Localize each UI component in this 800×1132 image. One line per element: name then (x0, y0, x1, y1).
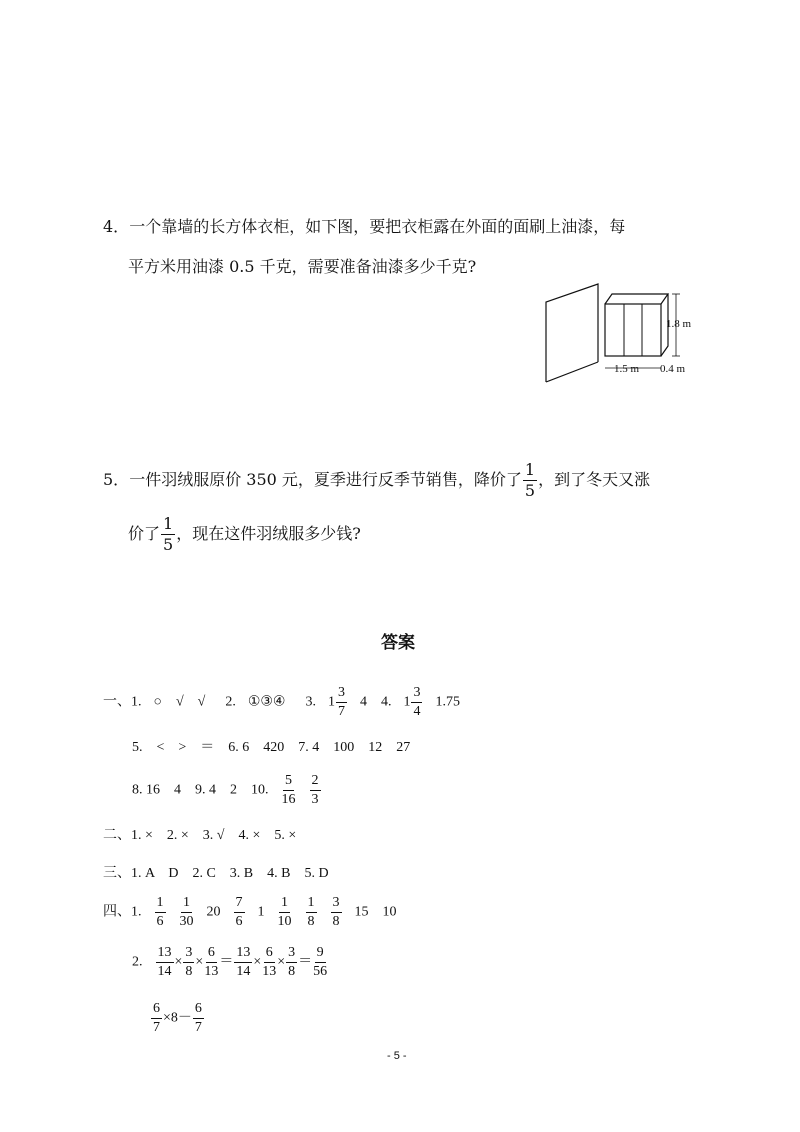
question-5-text-1a: 一件羽绒服原价 350 元，夏季进行反季节销售，降价了 (129, 470, 522, 489)
question-5-text-2a: 价了 (128, 524, 161, 543)
question-4-text-1: 一个靠墙的长方体衣柜，如下图，要把衣柜露在外面的面刷上油漆，每 (129, 217, 626, 236)
page-number: - 5 - (387, 1050, 407, 1062)
answer-section-4-line-3: $\frac{6}{7}$ ×8－ $\frac{6}{7}$ (153, 1001, 202, 1035)
question-4-text-2: 平方米用油漆 0.5 千克，需要准备油漆多少千克? (128, 257, 477, 276)
wall-outline (546, 284, 598, 382)
width-label: 0.4 m (660, 363, 686, 375)
answer-title: 答案 (381, 633, 415, 653)
answer-section-3: 三、1. A D 2. C 3. B 4. B 5. D (103, 866, 329, 881)
fraction-one-fifth: $\frac{1}{5}$ (163, 514, 174, 554)
answer-section-4-line-1: 四、1. $\frac{1}{6}$ $\frac{1}{30}$ 20 $\frac{7}{6}$ 1 $\frac{1}{10}$ $\frac{1}{8}$ $\frac{3}{8}$ 15 10 (103, 895, 397, 929)
question-4-number: 4． (103, 217, 130, 236)
answer-line-3: 8. 16 4 9. 4 2 10. $\frac{5}{16}$ $\frac{2}{3}$ (132, 773, 319, 807)
question-5-line-2 (128, 516, 361, 553)
fraction-one-fifth: $\frac{1}{5}$ (524, 460, 536, 500)
question-5-line-1 (103, 462, 650, 499)
question-4-line-2 (128, 254, 476, 277)
answer-section-2: 二、1. × 2. × 3. √ 4. × 5. × (103, 828, 297, 843)
wall-floor-line (546, 362, 598, 382)
question-5-text-2b: ，现在这件羽绒服多少钱? (176, 524, 361, 543)
height-label: 1.8 m (666, 318, 692, 330)
question-5-text-1b: ，到了冬天又涨 (538, 470, 651, 489)
answer-line-1: 一、1. ○ √ √ 2. ①③④ 3. 1 $\frac{3}{7}$ 4 4. 1 $\frac{3}{4}$ 1.75 (103, 685, 460, 719)
wardrobe-front (605, 304, 661, 356)
wardrobe-top (605, 294, 668, 304)
question-5-number: 5． (103, 470, 130, 489)
wardrobe-figure (540, 282, 700, 384)
answer-section-4-line-2: 2. $\frac{13}{14}$ × $\frac{3}{8}$ × $\frac{6}{13}$ ＝ $\frac{13}{14}$ × $\frac{6}{13}$ × $\frac{3}{8}$ ＝ $\frac{9}{56}$ (132, 945, 328, 979)
length-label: 1.5 m (614, 363, 640, 375)
question-4-line-1 (103, 214, 625, 237)
answer-line-2: 5. < > ＝ 6. 6 420 7. 4 100 12 27 (132, 740, 411, 755)
